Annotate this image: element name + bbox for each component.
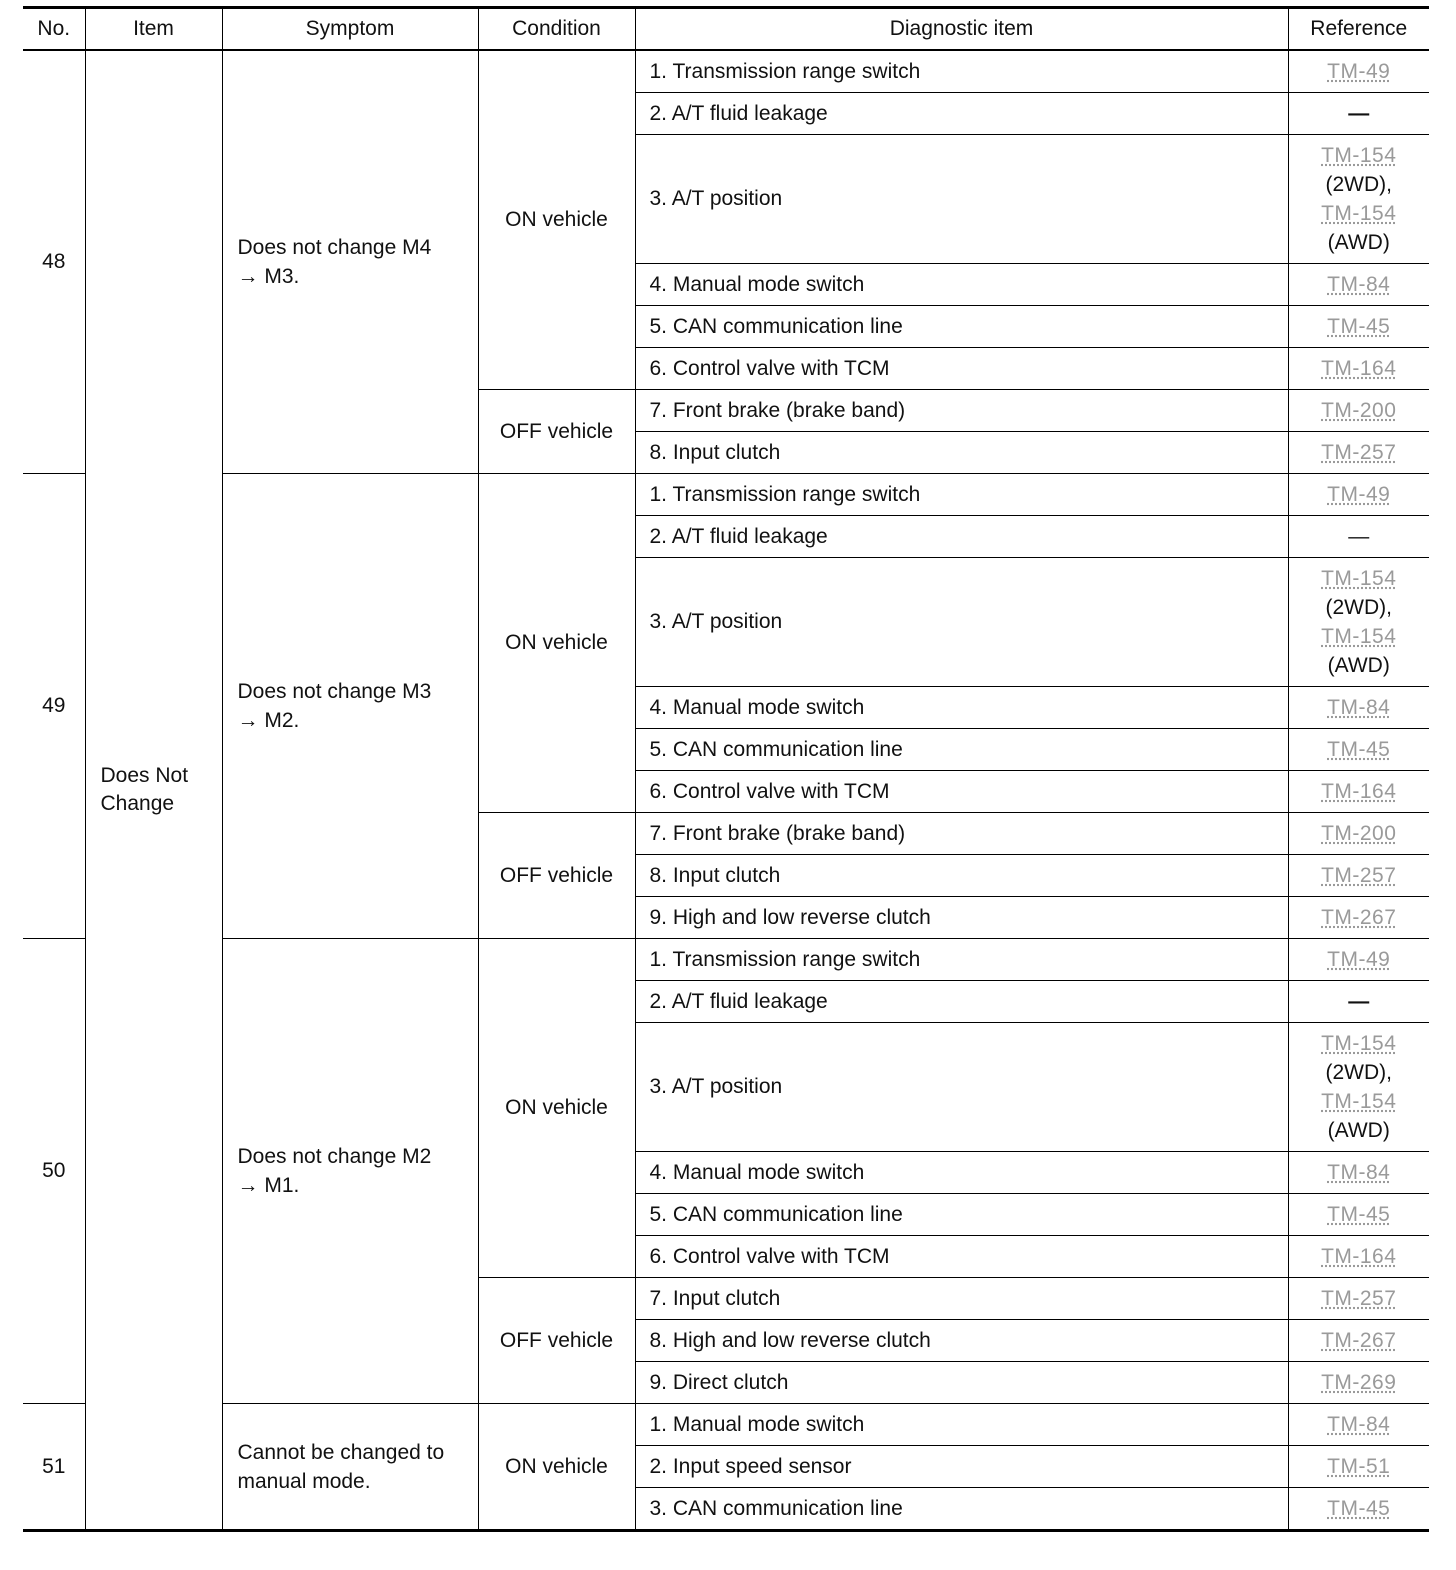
reference-cell — [1288, 1152, 1429, 1194]
diagnostic-item: 8. High and low reverse clutch — [635, 1320, 1288, 1362]
diagnostic-item: 7. Front brake (brake band) — [635, 390, 1288, 432]
condition-cell: OFF vehicle — [478, 813, 635, 939]
header-no: No. — [23, 8, 85, 51]
diagnostic-item: 8. Input clutch — [635, 432, 1288, 474]
reference-cell — [1288, 348, 1429, 390]
reference-link[interactable]: TM-164 — [1321, 357, 1397, 380]
reference-cell — [1288, 1320, 1429, 1362]
symptom-line: → M3. — [237, 265, 300, 288]
diagnostic-item: 1. Transmission range switch — [635, 939, 1288, 981]
reference-note: (AWD) — [1327, 231, 1390, 254]
reference-cell — [1288, 1278, 1429, 1320]
reference-cell — [1288, 729, 1429, 771]
reference-link[interactable]: TM-154 — [1321, 1032, 1397, 1055]
reference-dash: — — [1348, 102, 1370, 125]
table-row — [23, 50, 1429, 93]
reference-cell — [1288, 1362, 1429, 1404]
reference-cell — [1288, 1194, 1429, 1236]
reference-cell — [1288, 1488, 1429, 1531]
diagnostic-item: 2. A/T fluid leakage — [635, 981, 1288, 1023]
diagnostic-item: 2. A/T fluid leakage — [635, 516, 1288, 558]
reference-note: (2WD), — [1325, 173, 1392, 196]
condition-cell: ON vehicle — [478, 50, 635, 390]
reference-link[interactable]: TM-49 — [1327, 483, 1391, 506]
table-row — [23, 939, 1429, 981]
symptom-line: manual mode. — [237, 1469, 371, 1493]
diagnostic-item: 4. Manual mode switch — [635, 264, 1288, 306]
reference-cell — [1288, 558, 1429, 687]
diagnostic-item: 7. Input clutch — [635, 1278, 1288, 1320]
diagnostic-item: 5. CAN communication line — [635, 306, 1288, 348]
reference-dash: — — [1348, 525, 1370, 548]
symptom-cell — [222, 939, 478, 1404]
reference-link[interactable]: TM-51 — [1327, 1455, 1391, 1478]
reference-cell — [1288, 93, 1429, 135]
reference-link[interactable]: TM-45 — [1327, 738, 1391, 761]
diagnostic-item: 1. Manual mode switch — [635, 1404, 1288, 1446]
symptom-line: Does not change M4 — [237, 236, 432, 259]
reference-cell — [1288, 264, 1429, 306]
diagnostic-item: 1. Transmission range switch — [635, 474, 1288, 516]
reference-cell — [1288, 516, 1429, 558]
diagnostic-item: 3. A/T position — [635, 135, 1288, 264]
symptom-line: → M1. — [237, 1174, 300, 1197]
diagnostic-item: 4. Manual mode switch — [635, 1152, 1288, 1194]
reference-link[interactable]: TM-154 — [1321, 1090, 1397, 1113]
reference-link[interactable]: TM-164 — [1321, 780, 1397, 803]
reference-link[interactable]: TM-154 — [1321, 202, 1397, 225]
reference-link[interactable]: TM-269 — [1321, 1371, 1397, 1394]
symptom-line: Does not change M3 — [237, 680, 432, 703]
reference-note: (2WD), — [1325, 1061, 1392, 1084]
table-row — [23, 1404, 1429, 1446]
reference-link[interactable]: TM-49 — [1327, 948, 1391, 971]
reference-link[interactable]: TM-45 — [1327, 1497, 1391, 1520]
reference-link[interactable]: TM-200 — [1321, 822, 1397, 845]
condition-cell: ON vehicle — [478, 1404, 635, 1531]
condition-cell: OFF vehicle — [478, 390, 635, 474]
diagnostic-item: 4. Manual mode switch — [635, 687, 1288, 729]
header-item: Item — [85, 8, 222, 51]
symptom-cell — [222, 1404, 478, 1531]
diagnostic-item: 9. Direct clutch — [635, 1362, 1288, 1404]
condition-cell: OFF vehicle — [478, 1278, 635, 1404]
reference-link[interactable]: TM-200 — [1321, 399, 1397, 422]
reference-cell — [1288, 813, 1429, 855]
header-row — [23, 8, 1429, 51]
reference-cell — [1288, 135, 1429, 264]
symptom-line: Cannot be changed to — [237, 1440, 445, 1464]
reference-cell — [1288, 1236, 1429, 1278]
reference-link[interactable]: TM-84 — [1327, 1161, 1391, 1184]
condition-cell: ON vehicle — [478, 939, 635, 1278]
reference-cell — [1288, 855, 1429, 897]
diagnostic-item: 6. Control valve with TCM — [635, 1236, 1288, 1278]
reference-cell — [1288, 306, 1429, 348]
reference-cell — [1288, 1023, 1429, 1152]
header-symptom: Symptom — [222, 8, 478, 51]
reference-cell — [1288, 981, 1429, 1023]
diagnostic-item: 8. Input clutch — [635, 855, 1288, 897]
row-number: 48 — [23, 50, 85, 474]
reference-link[interactable]: TM-267 — [1321, 1329, 1397, 1352]
reference-link[interactable]: TM-84 — [1327, 696, 1391, 719]
symptom-cell — [222, 474, 478, 939]
reference-link[interactable]: TM-154 — [1321, 144, 1397, 167]
diagnostic-item: 1. Transmission range switch — [635, 50, 1288, 93]
diagnostic-item: 2. A/T fluid leakage — [635, 93, 1288, 135]
reference-link[interactable]: TM-154 — [1321, 625, 1397, 648]
reference-link[interactable]: TM-154 — [1321, 567, 1397, 590]
diagnostic-item: 3. CAN communication line — [635, 1488, 1288, 1531]
diagnostic-item: 7. Front brake (brake band) — [635, 813, 1288, 855]
diagnostic-item: 3. A/T position — [635, 558, 1288, 687]
reference-cell — [1288, 771, 1429, 813]
row-number: 50 — [23, 939, 85, 1404]
symptom-line: → M2. — [237, 709, 300, 732]
diagnosis-table — [23, 6, 1429, 1532]
symptom-line: Does not change M2 — [237, 1145, 432, 1168]
reference-dash: — — [1348, 990, 1370, 1013]
diagnostic-item: 3. A/T position — [635, 1023, 1288, 1152]
row-number: 51 — [23, 1404, 85, 1531]
diagnostic-item: 5. CAN communication line — [635, 1194, 1288, 1236]
reference-cell — [1288, 390, 1429, 432]
reference-cell — [1288, 1446, 1429, 1488]
reference-cell — [1288, 1404, 1429, 1446]
reference-note: (AWD) — [1327, 1119, 1390, 1142]
header-diagnostic-item: Diagnostic item — [635, 8, 1288, 51]
item-line: Does Not — [100, 764, 189, 787]
reference-note: (2WD), — [1325, 596, 1392, 619]
reference-cell — [1288, 897, 1429, 939]
reference-cell — [1288, 474, 1429, 516]
reference-link[interactable]: TM-257 — [1321, 1287, 1397, 1310]
reference-cell — [1288, 687, 1429, 729]
reference-link[interactable]: TM-84 — [1327, 273, 1391, 296]
item-cell — [85, 50, 222, 1531]
reference-link[interactable]: TM-49 — [1327, 60, 1391, 83]
reference-link[interactable]: TM-267 — [1321, 906, 1397, 929]
row-number: 49 — [23, 474, 85, 939]
table-row — [23, 474, 1429, 516]
reference-link[interactable]: TM-257 — [1321, 441, 1397, 464]
condition-cell: ON vehicle — [478, 474, 635, 813]
header-condition: Condition — [478, 8, 635, 51]
reference-cell — [1288, 432, 1429, 474]
reference-link[interactable]: TM-45 — [1327, 1203, 1391, 1226]
reference-cell — [1288, 50, 1429, 93]
reference-link[interactable]: TM-257 — [1321, 864, 1397, 887]
diagnostic-item: 6. Control valve with TCM — [635, 771, 1288, 813]
diagnostic-item: 6. Control valve with TCM — [635, 348, 1288, 390]
symptom-cell — [222, 50, 478, 474]
reference-link[interactable]: TM-164 — [1321, 1245, 1397, 1268]
diagnostic-item: 2. Input speed sensor — [635, 1446, 1288, 1488]
reference-link[interactable]: TM-84 — [1327, 1413, 1391, 1436]
diagnostic-item: 9. High and low reverse clutch — [635, 897, 1288, 939]
reference-cell — [1288, 939, 1429, 981]
reference-note: (AWD) — [1327, 654, 1390, 677]
header-reference: Reference — [1288, 8, 1429, 51]
item-line: Change — [100, 792, 175, 815]
reference-link[interactable]: TM-45 — [1327, 315, 1391, 338]
diagnostic-item: 5. CAN communication line — [635, 729, 1288, 771]
